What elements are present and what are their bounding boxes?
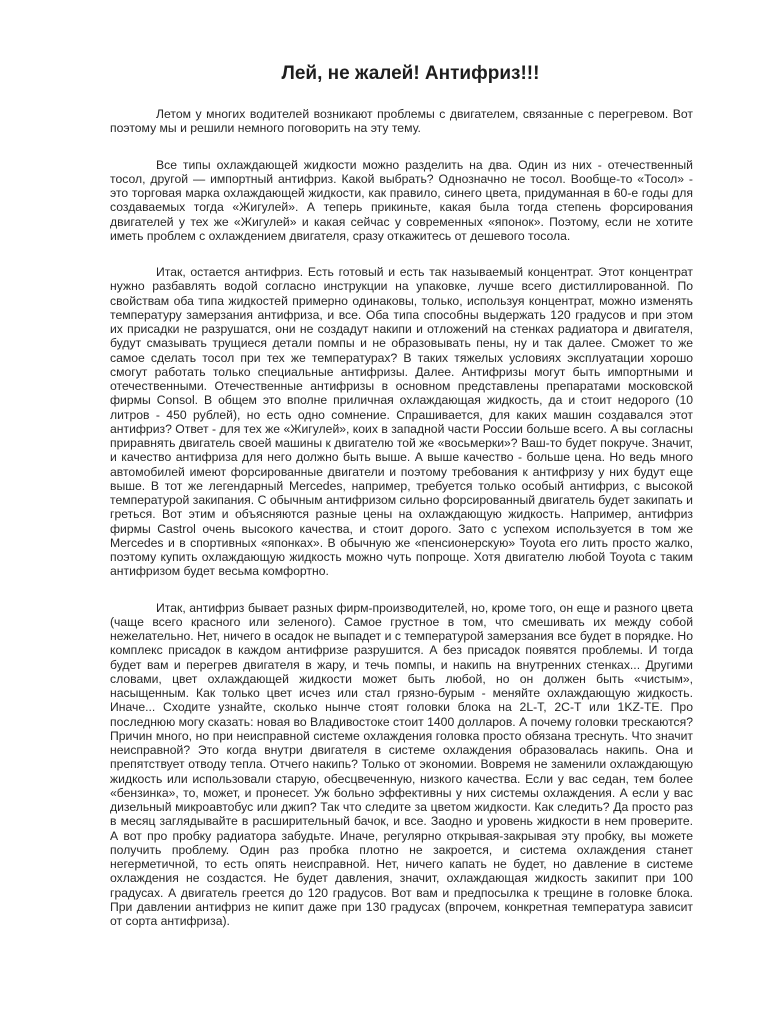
paragraph-antifreeze-choice: Итак, остается антифриз. Есть готовый и есть так называемый концентрат. Этот концентрат нужно разбавлять водой согласно инструкции на упаковке, лучше всего дистиллированной. По свойствам оба типа жидкостей примерно одинаковы, только, используя концентрат, можно изменять температуру замерзания антифриза, и все. Оба типа способны выдержать 120 градусов и при этом их присадки не разрушатся, они не создадут накипи и отложений на стенках радиатора и двигателя, будут смазывать трущиеся детали помпы и не образовывать пены, ну и так далее. Сможет то же самое сделать тосол при тех же температурах? В таких тяжелых условиях эксплуатации хорошо смогут работать только специальные антифризы. Далее. Антифризы могут быть импортными и отечественными. Отечественные антифризы в основном представлены препаратами московской фирмы Consol. В общем это вполне приличная охлаждающая жидкость, да и стоит недорого (10 литров - 450 рублей), но есть одно сомнение. Спрашивается, для каких машин создавался этот антифриз? Ответ - для тех же «Жигулей», коих в западной части России больше всего. А вы согласны приравнять двигатель своей машины к двигателю той же «восьмерки»? Ваш-то будет покруче. Значит, и качество антифриза для него должно быть выше. А выше качество - больше цена. Но ведь много автомобилей имеют форсированные двигатели и поэтому требования к антифризу у них будут еще выше. В тот же легендарный Mercedes, например, требуется только особый антифриз, с высокой температурой закипания. С обычным антифризом сильно форсированный двигатель будет закипать и греться. Вот этим и объясняются разные цены на охлаждающую жидкость. Например, антифриз фирмы Castrol очень высокого качества, и стоит дорого. Зато с успехом используется в том же Mercedes и в спортивных «японках». В обычную же «пенсионерскую» Toyota его лить просто жалко, поэтому купить охлаждающую жидкость можно чуть попроще. Хотя двигателю любой Toyota с таким антифризом будет весьма комфортно. [110, 265, 693, 579]
paragraph-intro: Летом у многих водителей возникают проблемы с двигателем, связанные с перегревом. Вот поэтому мы и решили немного поговорить на эту тему. [110, 107, 693, 136]
document-page [110, 62, 693, 950]
paragraph-coolant-types: Все типы охлаждающей жидкости можно разделить на два. Один из них - отечественный тосол, другой — импортный антифриз. Какой выбрать? Однозначно не тосол. Вообще-то «Тосол» - это торговая марка охлаждающей жидкости, как правило, синего цвета, придуманная в 60-е годы для создаваемых тогда «Жигулей». А теперь прикиньте, какая была тогда степень форсирования двигателей у тех же «Жигулей» и какая сейчас у современных «японок». Поэтому, если не хотите иметь проблем с охлаждением двигателя, сразу откажитесь от дешевого тосола. [110, 157, 693, 243]
paragraph-antifreeze-color: Итак, антифриз бывает разных фирм-производителей, но, кроме того, он еще и разного цвета (чаще всего красного или зеленого). Самое грустное в том, что смешивать их между собой нежелательно. Нет, ничего в осадок не выпадет и с температурой замерзания все будет в порядке. Но комплекс присадок в каждом антифризе разрушится. А без присадок появятся проблемы. И тогда будет вам и перегрев двигателя в жару, и течь помпы, и накипь на внутренних стенках... Другими словами, цвет охлаждающей жидкости может быть любой, но он должен быть «чистым», насыщенным. Как только цвет исчез или стал грязно-бурым - меняйте охлаждающую жидкость. Иначе... Сходите узнайте, сколько нынче стоят головки блока на 2L-T, 2C-T или 1KZ-TE. Про последнюю могу сказать: новая во Владивостоке стоит 1400 долларов. А почему головки трескаются? Причин много, но при неисправной системе охлаждения головка просто обязана треснуть. Что значит неисправной? Это когда внутри двигателя в системе охлаждения образовалась накипь. Она и препятствует отводу тепла. Отчего накипь? Только от экономии. Вовремя не заменили охлаждающую жидкость или использовали старую, обесцвеченную, низкого качества. Если у вас седан, тем более «бензинка», то, может, и пронесет. Уж больно эффективны у них системы охлаждения. А если у вас дизельный микроавтобус или джип? Так что следите за цветом жидкости. Как следить? Да просто раз в месяц заглядывайте в расширительный бачок, и все. Заодно и уровень жидкости в нем проверите. А вот про пробку радиатора забудьте. Иначе, регулярно открывая-закрывая эту пробку, вы можете получить проблему. Один раз пробка плотно не закроется, и система охлаждения станет негерметичной, то есть опять неисправной. Нет, ничего капать не будет, но давление в системе охлаждения не создастся. Не будет давления, значит, охлаждающая жидкость закипит при 100 градусах. А двигатель греется до 120 градусов. Вот вам и предпосылка к трещине в головке блока. При давлении антифриз не кипит даже при 130 градусах (впрочем, конкретная температура зависит от сорта антифриза). [110, 600, 693, 928]
document-title: Лей, не жалей! Антифриз!!! [281, 63, 540, 84]
